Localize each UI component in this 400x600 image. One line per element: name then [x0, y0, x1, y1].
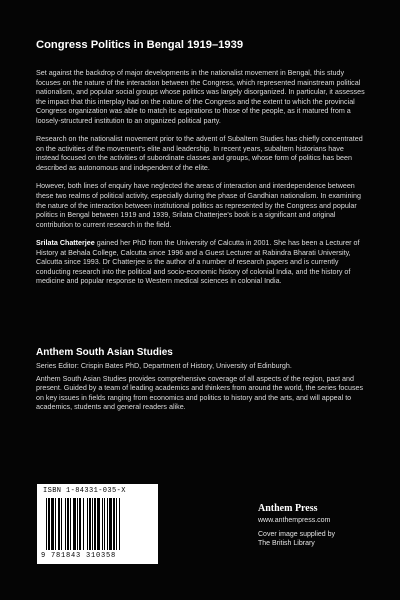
- series-description: Anthem South Asian Studies provides comprehensive coverage of all aspects of the region, past and present. Guided by a team of leading academics and thinkers from around the world, the series focuses on key issues in fields ranging from economics and politics to history and the arts, and will appeal to academics, students and general readers alike.: [36, 374, 364, 412]
- author-bio-text: gained her PhD from the University of Calcutta in 2001. She has been a Lecturer of History at Behala College, Calcutta since 1996 and a Guest Lecturer at Rabindra Bharati University, Calcutta since 1993. Dr Chatterjee is the author of a number of research papers and is currently conducting research into the political and socio-economic history of colonial India, and the history of medicine and popular response to Western medical sciences in colonial India.: [36, 239, 360, 286]
- author-name: Srilata Chatterjee: [36, 239, 95, 248]
- image-credit-line: The British Library: [258, 540, 315, 547]
- ean-number: 9 781843 310358: [41, 552, 117, 560]
- series-editor: Series Editor: Crispin Bates PhD, Department of History, University of Edinburgh.: [36, 362, 292, 370]
- blurb-paragraph: Set against the backdrop of major developments in the nationalist movement in Bengal, this study focuses on the nature of the interaction between the Congress, which represented mainstream political nationalism, and popular social groups whose politics was largely disorganized. In particular, it assesses the impact that this interplay had on the nature of the Congress and the extent to which the provincial Congress organization was able to match its aspirations to those of the people, as it matured from a loosely-structured institution to an organized political party.: [36, 69, 365, 125]
- book-title: Congress Politics in Bengal 1919–1939: [36, 39, 244, 51]
- blurb-paragraph: Research on the nationalist movement prior to the advent of Subaltern Studies has chiefly concentrated on the activities of the movement's elite and leadership. In recent years, subaltern historians have instead focused on the activities of subordinate classes and groups, whose form of politics has been described as autonomous and independent of the elite.: [36, 135, 363, 172]
- publisher-url: www.anthempress.com: [258, 517, 331, 524]
- series-title: Anthem South Asian Studies: [36, 347, 173, 358]
- blurb-paragraph: However, both lines of enquiry have neglected the areas of interaction and interdependence between these two realms of political activity, especially during the phase of Gandhian nationalism. In examining the nature of the interaction between institutional politics as represented by the Congress and popular politics in Bengal between 1919 and 1939, Srilata Chatterjee's book is a significant and original contribution to current research in the field.: [36, 182, 361, 229]
- blurb: [36, 69, 366, 296]
- isbn-label: ISBN 1-84331-035-X: [43, 487, 126, 495]
- publisher-block: [258, 503, 368, 548]
- image-credit-line: Cover image supplied by: [258, 531, 336, 538]
- publisher-name: Anthem Press: [258, 503, 318, 514]
- series-section: [36, 347, 366, 413]
- image-credit: [258, 530, 368, 548]
- author-bio: [36, 239, 366, 287]
- barcode-panel: [37, 484, 158, 564]
- barcode-icon: [46, 498, 150, 550]
